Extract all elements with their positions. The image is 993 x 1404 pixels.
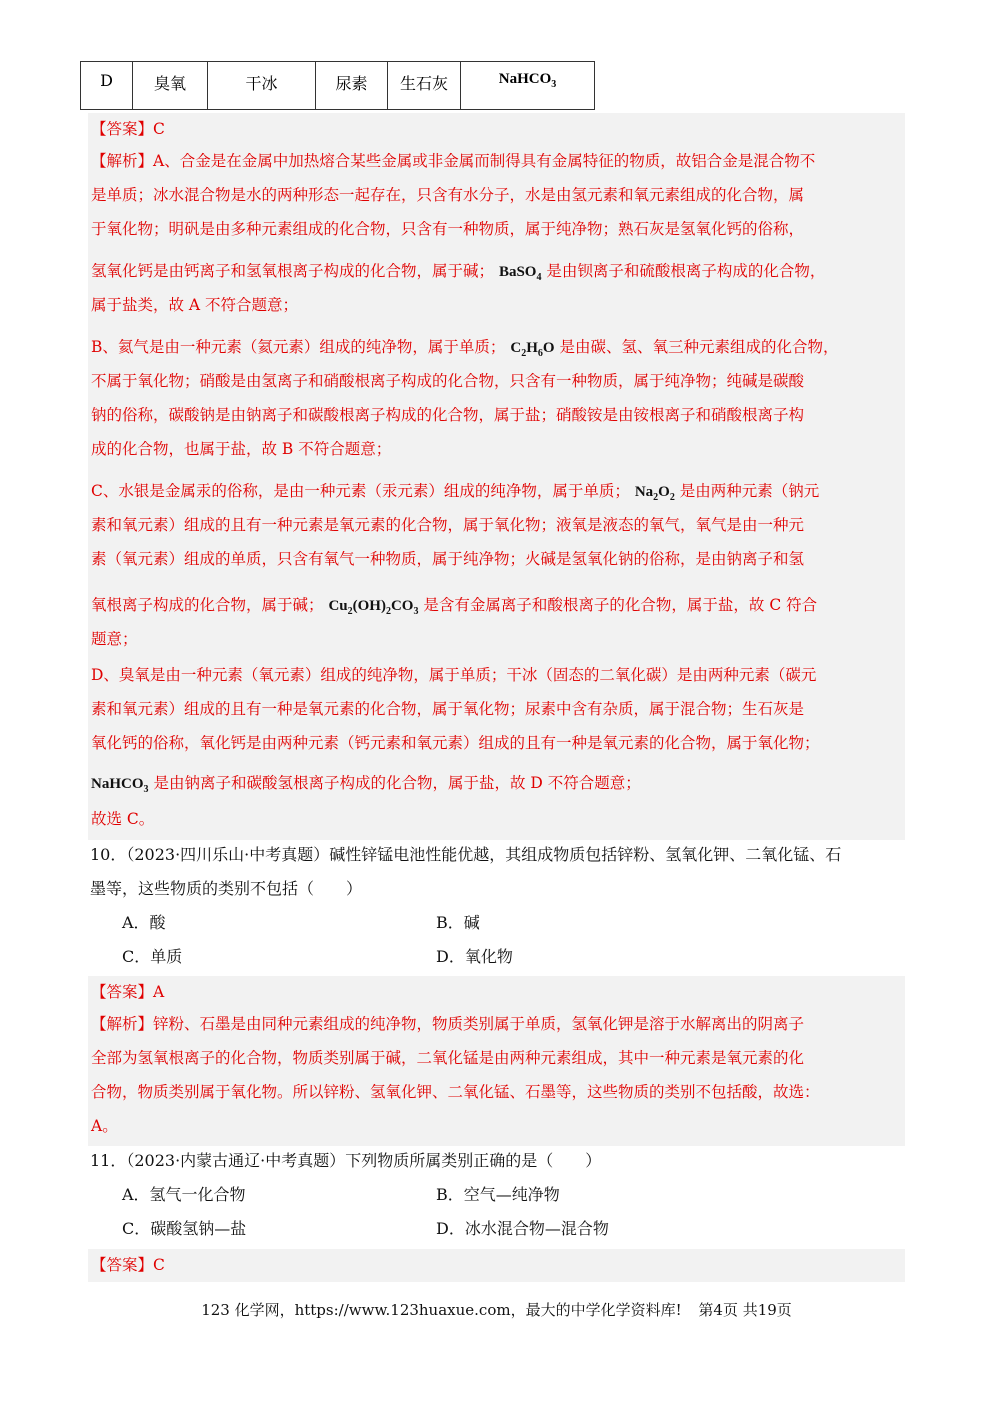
analysis-line: 合物，物质类别属于氧化物。所以锌粉、氢氧化钾、二氧化锰、石墨等，这些物质的类别不包括酸，故选： [91,1083,820,1101]
formula-part: O [658,484,670,500]
analysis-text: 是含有金属离子和酸根离子的化合物，属于盐，故 C 符合 [423,596,818,614]
formula-cu2oh2co3 [328,598,419,617]
table-cell: 尿素 [316,62,388,110]
formula-part: H [526,340,538,356]
answer-label: 【答案】C [91,1256,165,1274]
analysis-line [91,335,838,359]
analysis-text: 氢氧化钙是由钙离子和氢氧根离子构成的化合物，属于碱； [91,262,495,280]
formula-sub: 2 [385,606,391,617]
analysis-line [91,593,817,617]
formula-sub: 4 [536,272,542,283]
analysis-line: 成的化合物，也属于盐，故 B 不符合题意； [91,440,392,458]
option-b: B．碱 [436,913,480,932]
analysis-line: D、臭氧是由一种元素（氧元素）组成的纯净物，属于单质；干冰（固态的二氧化碳）是由两种元素（碳元 [91,666,817,684]
analysis-line [91,771,641,795]
formula-sub: 6 [537,348,543,359]
analysis-line: 素（氧元素）组成的单质，只含有氧气一种物质，属于纯净物；火碱是氢氧化钠的俗称，是由钠离子和氢 [91,550,805,568]
analysis-text: 是由碳、氢、氧三种元素组成的化合物， [559,338,839,356]
option-d: D．氧化物 [436,947,513,966]
table-cell: 干冰 [208,62,316,110]
answer-block-1 [88,113,905,840]
formula-main: BaSO [498,264,537,280]
formula-sub: 3 [413,606,419,617]
analysis-line [91,479,819,503]
analysis-line: 氧化钙的俗称，氧化钙是由两种元素（钙元素和氧元素）组成的且有一种是氧元素的化合物，属于氧化物； [91,734,820,752]
formula-c2h6o [510,340,555,359]
option-c: C．碳酸氢钠—盐 [122,1219,247,1238]
analysis-line: 故选 C。 [91,810,155,828]
formula-main: NaHCO [498,71,552,87]
answer-label: 【答案】A [91,983,165,1001]
table-cell: 臭氧 [133,62,208,110]
formula-baso4 [498,264,542,283]
formula-sub: 3 [551,79,557,90]
analysis-line: 不属于氧化物；硝酸是由氢离子和硝酸根离子构成的化合物，只含有一种物质，属于纯净物；纯碱是碳酸 [91,372,805,390]
answer-label: 【答案】C [91,120,165,138]
option-d: D．冰水混合物—混合物 [436,1219,609,1238]
analysis-line: 【解析】A、合金是在金属中加热熔合某些金属或非金属而制得具有金属特征的物质，故铝合金是混合物不 [91,152,816,170]
formula-sub: 3 [143,784,149,795]
analysis-text: C、水银是金属汞的俗称，是由一种元素（汞元素）组成的纯净物，属于单质； [91,482,630,500]
options-table [80,61,595,110]
analysis-text: 氧根离子构成的化合物，属于碱； [91,596,324,614]
option-a: A．氢气一化合物 [122,1185,246,1204]
analysis-text: 是由两种元素（钠元 [679,482,820,500]
question-10-line-2: 墨等，这些物质的类别不包括（ ） [90,879,363,898]
formula-main: NaHCO [91,776,144,792]
formula-part: Na [634,484,654,500]
formula-nahco3 [91,776,149,795]
analysis-line [91,259,825,283]
formula-part: (OH) [352,598,386,614]
question-11-line-1: 11．（2023·内蒙古通辽·中考真题）下列物质所属类别正确的是（ ） [90,1151,602,1170]
analysis-line: 于氧化物；明矾是由多种元素组成的化合物，只含有一种物质，属于纯净物；熟石灰是氢氧化钙的俗称， [91,220,805,238]
table-cell: 生石灰 [388,62,461,110]
page-footer [0,1299,993,1320]
footer-page-number: 第4页 共19页 [698,1301,792,1319]
formula-part: C [510,340,522,356]
analysis-text: B、氦气是由一种元素（氦元素）组成的纯净物，属于单质； [91,338,506,356]
analysis-line: 是单质；冰水混合物是水的两种形态一起存在，只含有水分子，水是由氢元素和氧元素组成的化合物，属 [91,186,805,204]
option-a: A．酸 [122,913,166,932]
option-b: B．空气—纯净物 [436,1185,560,1204]
footer-site: 123 化学网，https://www.123huaxue.com，最大的中学化学资料库! [201,1301,682,1319]
analysis-line: A。 [91,1117,118,1135]
table-cell-formula [461,62,595,110]
analysis-line: 【解析】锌粉、石墨是由同种元素组成的纯净物，物质类别属于单质，氢氧化钾是溶于水解离出的阴离子 [91,1015,805,1033]
analysis-text: 是由钡离子和硫酸根离子构成的化合物， [546,262,826,280]
formula-part: Cu [328,598,348,614]
table-row [81,62,595,110]
analysis-text: 是由钠离子和碳酸氢根离子构成的化合物，属于盐，故 D 不符合题意； [153,774,641,792]
formula-part: O [542,340,555,356]
analysis-line: 全部为氢氧根离子的化合物，物质类别属于碱，二氧化锰是由两种元素组成，其中一种元素是氧元素的化 [91,1049,805,1067]
answer-block-3 [88,1249,905,1282]
formula-na2o2 [634,484,675,503]
analysis-line: 题意； [91,630,138,648]
formula-sub: 2 [669,492,675,503]
analysis-line: 钠的俗称，碳酸钠是由钠离子和碳酸根离子构成的化合物，属于盐；硝酸铵是由铵根离子和硝酸根离子构 [91,406,805,424]
question-10-line-1: 10．（2023·四川乐山·中考真题）碱性锌锰电池性能优越，其组成物质包括锌粉、氢氧化钾、二氧化锰、石 [90,845,842,864]
analysis-line: 素和氧元素）组成的且有一种是氧元素的化合物，属于氧化物；尿素中含有杂质，属于混合物；生石灰是 [91,700,805,718]
formula-sub: 2 [521,348,527,359]
formula-sub: 2 [653,492,659,503]
formula-sub: 2 [347,606,353,617]
option-c: C．单质 [122,947,183,966]
answer-block-2 [88,976,905,1146]
formula-part: CO [390,598,414,614]
table-cell: D [81,62,133,110]
analysis-line: 素和氧元素）组成的且有一种元素是氧元素的化合物，属于氧化物；液氧是液态的氧气，氧气是由一种元 [91,516,805,534]
analysis-line: 属于盐类，故 A 不符合题意； [91,296,299,314]
